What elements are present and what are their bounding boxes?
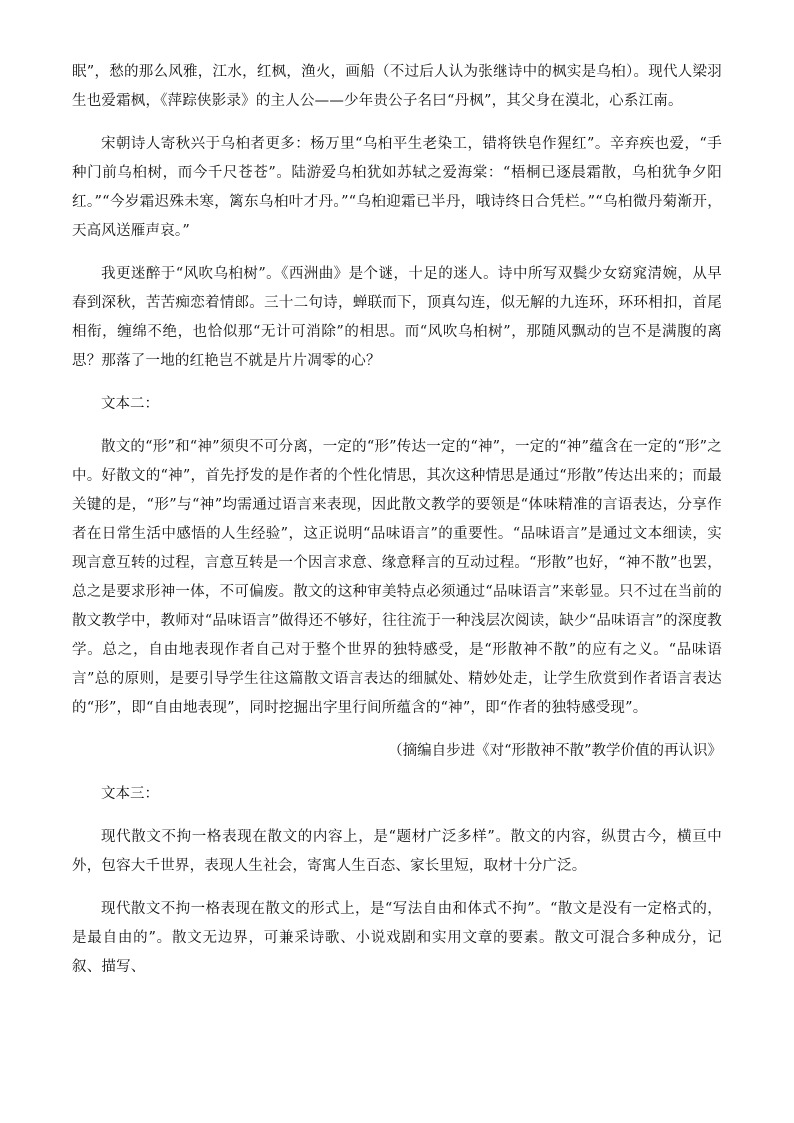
paragraph-xizhou-qu: 我更迷醉于“风吹乌桕树”。《西洲曲》是个谜，十足的迷人。诗中所写双鬓少女窈窕清婉，从早春到深秋，苦苦痴恋着情郎。三十二句诗，蝉联而下，顶真勾连，似无解的九连环，环环相扣，首尾相衔，缠绵不绝，也恰似那“无计可消除”的相思。而“风吹乌桕树”，那随风飘动的岂不是满腹的离思？那落了一地的红艳岂不就是片片凋零的心？ [72,266,722,369]
section-heading-text-two: 文本二： [101,396,159,412]
paragraph-content-variety: 现代散文不拘一格表现在散文的内容上，是“题材广泛多样”。散文的内容，纵贯古今，横亘中外，包容大千世界，表现人生社会，寄寓人生百态、家长里短，取材十分广泛。 [72,829,722,874]
paragraph-song-poets: 宋朝诗人寄秋兴于乌桕者更多：杨万里“乌桕平生老染工，错将铁皂作猩红”。辛弃疾也爱，“手种门前乌桕树，而今千尺苍苍”。陆游爱乌桕犹如苏轼之爱海棠：“梧桐已逐晨霜散，乌桕犹争夕阳红。”“今岁霜迟殊未寒，篱东乌桕叶才丹。”“乌桕迎霜已半丹，哦诗终日合凭栏。”“乌桕微丹菊渐开，天高风送雁声哀。” [72,136,722,239]
paragraph-xing-shen: 散文的“形”和“神”须臾不可分离，一定的“形”传达一定的“神”，一定的“神”蕴含在一定的“形”之中。好散文的“神”，首先抒发的是作者的个性化情思，其次这种情思是通过“形散”传达出来的；而最关键的是，“形”与“神”均需通过语言来表现，因此散文教学的要领是“体味精准的言语表达，分享作者在日常生活中感悟的人生经验”，这正说明“品味语言”的重要性。“品味语言”是通过文本细读，实现言意互转的过程，言意互转是一个因言求意、缘意释言的互动过程。“形散”也好，“神不散”也罢，总之是要求形神一体，不可偏废。散文的这种审美特点必须通过“品味语言”来彰显。只不过在当前的散文教学中，教师对“品味语言”做得还不够好，往往流于一种浅层次阅读，缺少“品味语言”的深度教学。总之，自由地表现作者自己对于整个世界的独特感受，是“形散神不散”的应有之义。“品味语言”总的原则，是要引导学生往这篇散文语言表达的细腻处、精妙处走，让学生欣赏到作者语言表达的“形”，即“自由地表现”，同时挖掘出字里行间所蕴含的“神”，即“作者的独特感受现”。 [72,439,722,716]
paragraph-fengya: 眠”，愁的那么风雅，江水，红枫，渔火，画船（不过后人认为张继诗中的枫实是乌桕）。现代人梁羽生也爱霜枫，《萍踪侠影录》的主人公——少年贵公子名曰“丹枫”，其父身在漠北，心系江南。 [72,64,722,109]
document-page [72,58,722,982]
section-heading-text-three: 文本三： [101,786,159,802]
source-citation: （摘编自步进《对“形散神不散”教学价值的再认识》 [388,743,722,759]
paragraph-form-freedom: 现代散文不拘一格表现在散文的形式上，是“写法自由和体式不拘”。“散文是没有一定格式的，是最自由的”。散文无边界，可兼采诗歌、小说戏剧和实用文章的要素。散文可混合多种成分，记叙、描写、 [72,901,722,975]
